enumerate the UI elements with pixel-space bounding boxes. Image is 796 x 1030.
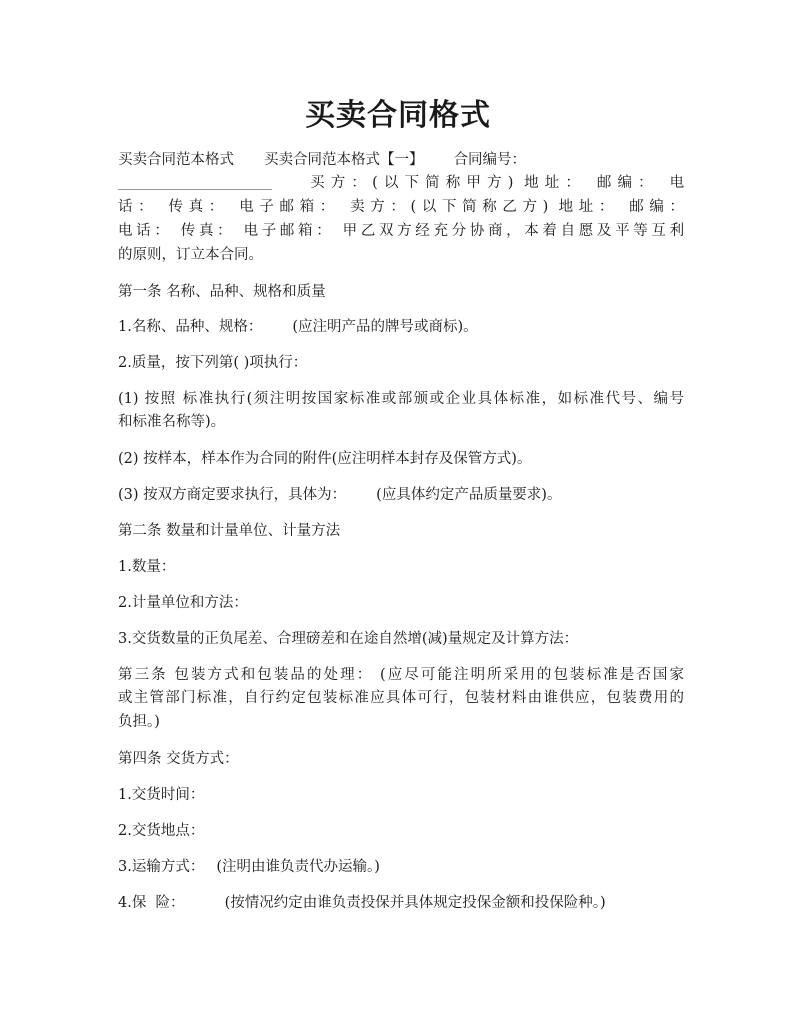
article-4-item-3 (118, 855, 684, 879)
document-title: 买卖合同格式 (305, 98, 491, 133)
buyer-label: 买方：(以下简称甲方) (304, 175, 514, 191)
contract-number-blank (118, 189, 272, 190)
buyer-email-label: 电子邮箱： (239, 199, 340, 215)
seller-label: 卖方：(以下简称乙方) (350, 199, 549, 215)
article-1-option-3 (118, 483, 684, 507)
buyer-address-label: 地址： (524, 175, 587, 191)
article-3-line-2: 或主管部门标准，自行约定包装标准应具体可行，包装材料由谁供应，包装费用的 (118, 690, 684, 706)
header-label-b: 买卖合同范本格式【一】 (264, 152, 424, 168)
seller-email-label: 电子邮箱： (243, 223, 335, 239)
buyer-fax-label: 传真： (168, 199, 229, 215)
buyer-postcode-label: 邮编： (596, 175, 659, 191)
article-2-title: 第二条 数量和计量单位、计量方法 (118, 523, 341, 539)
preamble-line-2: 的原则，订立本合同。 (118, 247, 263, 263)
article-1-option-1-line-1: (1) 按照 标准执行(须注明按国家标准或部颁或企业具体标准，如标准代号、编号 (118, 391, 684, 407)
art1-opt3-label: (3) 按双方商定要求执行，具体为： (118, 487, 347, 503)
art4-item3-label: 3.运输方式： (118, 859, 205, 875)
contract-number-label: 合同编号： (453, 152, 526, 168)
art4-item4-label: 4.保 险： (118, 895, 185, 911)
parties-line-2 (118, 195, 684, 219)
article-1-option-1-line-2: 和标准名称等)。 (118, 414, 226, 430)
art1-item1-label: 1.名称、品种、规格： (118, 319, 263, 335)
article-1-title: 第一条 名称、品种、规格和质量 (118, 284, 326, 300)
art1-opt3-note: (应具体约定产品质量要求)。 (376, 487, 562, 503)
article-4-item-4 (118, 891, 684, 915)
article-4-item-1: 1.交货时间： (118, 787, 205, 803)
seller-fax-label: 传真： (180, 223, 236, 239)
parties-line-3 (118, 219, 684, 243)
article-2-item-3: 3.交货数量的正负尾差、合理磅差和在途自然增(减)量规定及计算方法： (118, 631, 579, 647)
buyer-phone-label-part1: 电 (669, 175, 685, 191)
art4-item3-note: (注明由谁负责代办运输。) (216, 859, 380, 875)
art1-item1-note: (应注明产品的牌号或商标)。 (292, 319, 478, 335)
article-1-item-1 (118, 315, 684, 339)
article-2-item-2: 2.计量单位和方法： (118, 595, 248, 611)
seller-phone-label: 电话： (118, 223, 173, 239)
article-3-line-3: 负担。) (118, 714, 160, 730)
article-1-option-2: (2) 按样本，样本作为合同的附件(应注明样本封存及保管方式)。 (118, 451, 532, 467)
article-3-note-a: (应尽可能注明所采用的包装标准是否国家 (380, 667, 685, 683)
header-line (118, 148, 684, 172)
seller-address-label: 地址： (558, 199, 620, 215)
buyer-phone-label-part2: 话： (118, 199, 159, 215)
article-4-title: 第四条 交货方式： (118, 751, 239, 767)
article-1-item-2: 2.质量，按下列第( )项执行： (118, 355, 308, 371)
header-label-a: 买卖合同范本格式 (118, 152, 234, 168)
article-3-title: 第三条 包装方式和包装品的处理： (118, 667, 374, 683)
article-3-line-1 (118, 663, 684, 687)
seller-postcode-label: 邮编： (629, 199, 685, 215)
parties-line-1 (118, 171, 684, 195)
art4-item4-note: (按情况约定由谁负责投保并具体规定投保金额和投保险种。) (224, 895, 606, 911)
article-2-item-1: 1.数量： (118, 559, 176, 575)
article-4-item-2: 2.交货地点： (118, 823, 205, 839)
preamble-text: 甲乙双方经充分协商，本着自愿及平等互利 (342, 223, 685, 239)
